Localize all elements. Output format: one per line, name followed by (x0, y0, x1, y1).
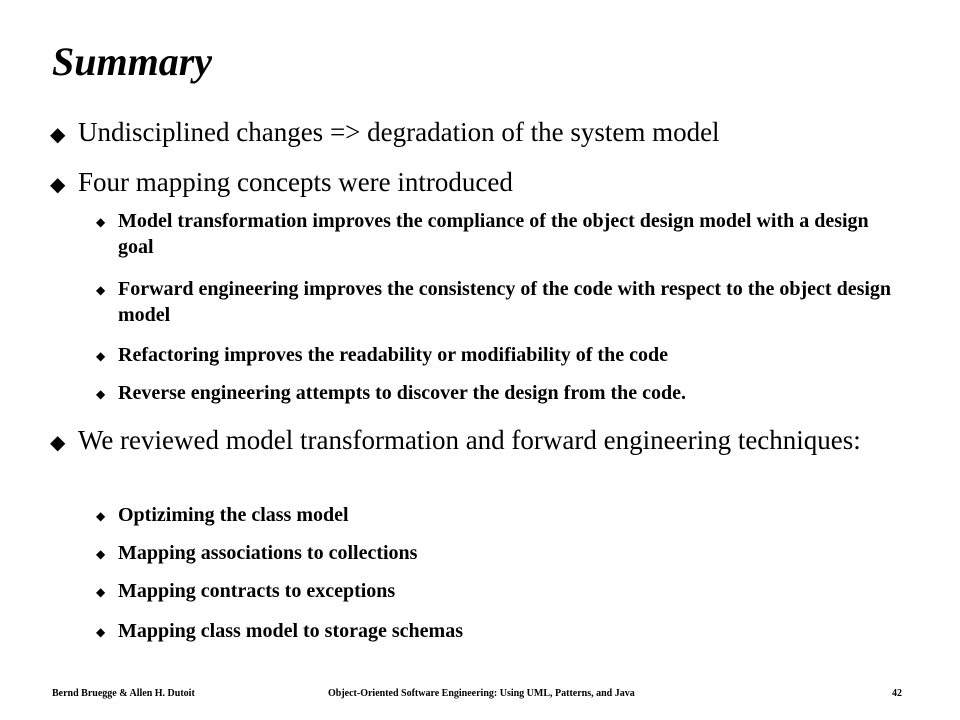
footer-book-title: Object-Oriented Software Engineering: Using UML, Patterns, and Java (328, 688, 635, 699)
diamond-bullet-icon: ◆ (96, 547, 106, 561)
sub-bullet-text: Mapping contracts to exceptions (118, 580, 396, 602)
diamond-bullet-icon: ◆ (50, 124, 66, 146)
sub-bullet-text: Refactoring improves the readability or modifiability of the code (118, 344, 668, 366)
diamond-bullet-icon: ◆ (50, 174, 66, 196)
diamond-bullet-icon: ◆ (96, 585, 106, 599)
sub-bullet-item (96, 208, 896, 260)
sub-bullet-text: Model transformation improves the compliance of the object design model with a design goal (118, 210, 869, 258)
diamond-bullet-icon: ◆ (96, 387, 106, 401)
bullet-text: We reviewed model transformation and forward engineering techniques: (78, 425, 861, 455)
sub-bullet-item (96, 276, 896, 328)
sub-bullet-item (96, 342, 896, 368)
footer-page-number: 42 (892, 688, 902, 699)
bullet-item (50, 116, 910, 149)
bullet-text: Four mapping concepts were introduced (78, 167, 513, 197)
footer-authors: Bernd Bruegge & Allen H. Dutoit (52, 688, 195, 699)
sub-bullet-item (96, 502, 896, 528)
sub-bullet-text: Optiziming the class model (118, 504, 349, 526)
diamond-bullet-icon: ◆ (96, 625, 106, 639)
sub-bullet-text: Mapping class model to storage schemas (118, 620, 463, 642)
sub-bullet-text: Forward engineering improves the consistency of the code with respect to the object design model (118, 278, 892, 326)
bullet-text: Undisciplined changes => degradation of the system model (78, 117, 720, 147)
slide-title: Summary (52, 39, 213, 84)
diamond-bullet-icon: ◆ (96, 283, 106, 297)
sub-bullet-item (96, 618, 896, 644)
bullet-item (50, 166, 910, 199)
sub-bullet-item (96, 578, 896, 604)
sub-bullet-item (96, 540, 896, 566)
bullet-item (50, 424, 870, 457)
diamond-bullet-icon: ◆ (50, 432, 66, 454)
diamond-bullet-icon: ◆ (96, 215, 106, 229)
sub-bullet-text: Mapping associations to collections (118, 542, 418, 564)
diamond-bullet-icon: ◆ (96, 349, 106, 363)
diamond-bullet-icon: ◆ (96, 509, 106, 523)
sub-bullet-text: Reverse engineering attempts to discover the design from the code. (118, 382, 687, 404)
sub-bullet-item (96, 380, 896, 406)
